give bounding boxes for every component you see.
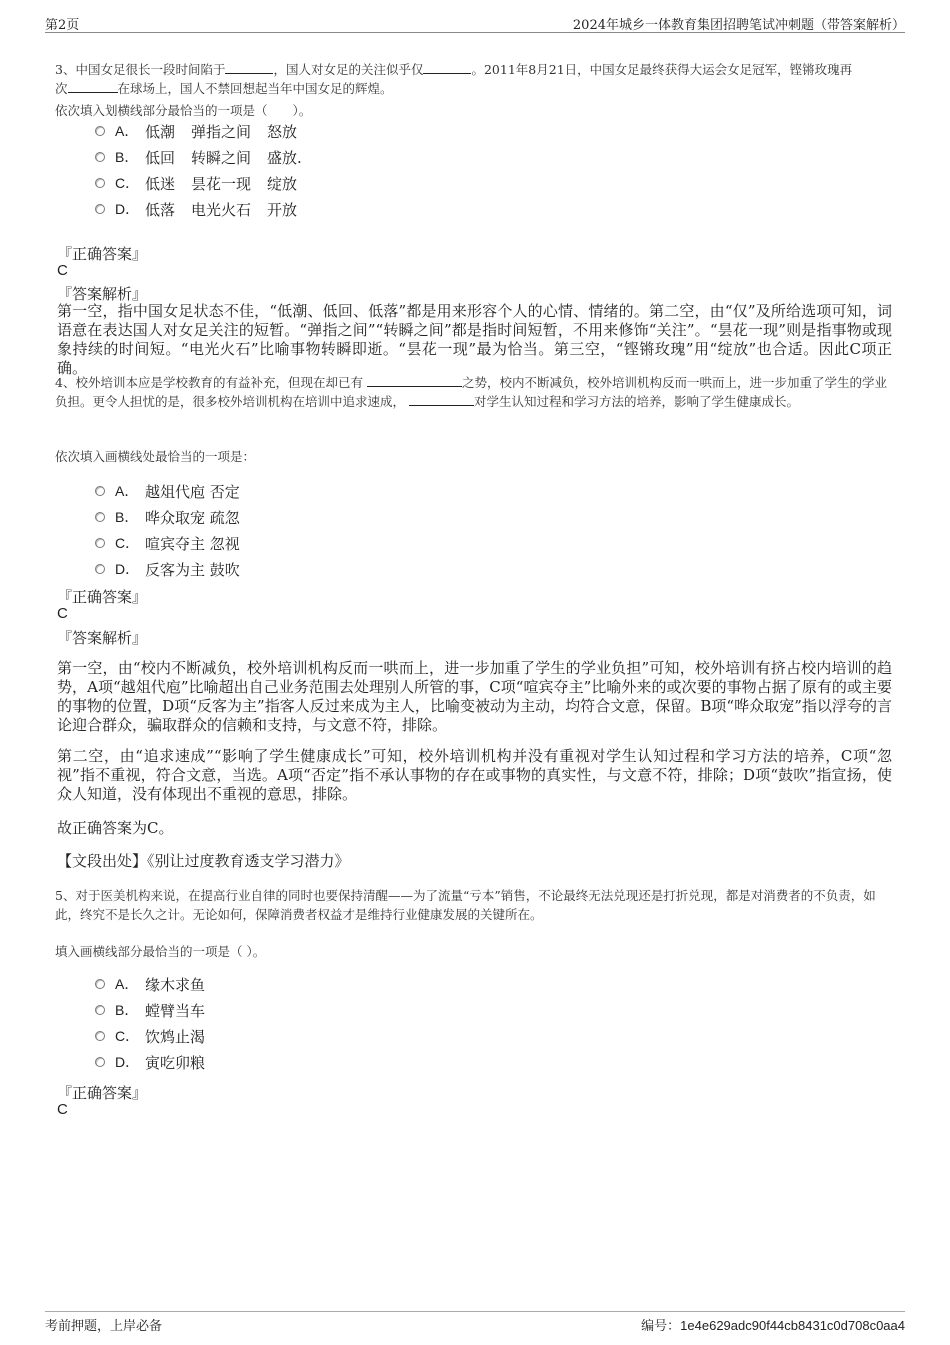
answer-value: C xyxy=(57,262,68,279)
question-3-options xyxy=(95,118,302,222)
option-a[interactable]: A． 低潮 弹指之间 怒放 xyxy=(95,118,302,144)
page-footer xyxy=(45,1311,905,1335)
page-header xyxy=(45,14,905,33)
radio-icon[interactable] xyxy=(95,979,105,989)
question-4-options xyxy=(95,478,240,582)
option-c[interactable]: C． 饮鸩止渴 xyxy=(95,1023,205,1049)
answer-value: C xyxy=(57,605,68,622)
option-a[interactable]: A． 缘木求鱼 xyxy=(95,971,205,997)
option-d[interactable]: D． 低落 电光火石 开放 xyxy=(95,196,302,222)
question-5-options xyxy=(95,971,205,1075)
option-b[interactable]: B． 螳臂当车 xyxy=(95,997,205,1023)
answer-label: 『正确答案』 xyxy=(57,588,148,606)
radio-icon[interactable] xyxy=(95,538,105,548)
radio-icon[interactable] xyxy=(95,126,105,136)
question-5-instruction: 填入画横线部分最恰当的一项是（ ）。 xyxy=(55,944,266,959)
option-b[interactable]: B． 哗众取宠 疏忽 xyxy=(95,504,240,530)
option-b[interactable]: B． 低回 转瞬之间 盛放. xyxy=(95,144,302,170)
document-title: 2024年城乡一体教育集团招聘笔试冲刺题（带答案解析） xyxy=(572,18,905,33)
question-5-text: 5、对于医美机构来说，在提高行业自律的同时也要保持清醒——为了流量“亏本”销售，不论最终无法兑现还是打折兑现，都是对消费者的不负责，如此，终究不是长久之计。无论如何，保障消费者权益才是维持行业健康发展的关键所在。 xyxy=(55,888,876,922)
radio-icon[interactable] xyxy=(95,564,105,574)
blank xyxy=(367,374,462,387)
footer-slogan: 考前押题，上岸必备 xyxy=(45,1319,163,1334)
analysis-text: 第一空，指中国女足状态不佳，“低潮、低回、低落”都是用来形容个人的心情、情绪的。第二空，由“仅”及所给选项可知，词语意在表达国人对女足关注的短暂。“弹指之间”“转瞬之间”都是指时间短暂，不用来修饰“关注”。“昙花一现”则是指事物或现象持续的时间短。“电光火石”比喻事物转瞬即逝。“昙花一现”最为恰当。第三空，“铿锵玫瑰”用“绽放”也合适。因此C项正确。 xyxy=(57,302,892,377)
radio-icon[interactable] xyxy=(95,204,105,214)
document-code: 编号：1e4e629adc90f44cb8431c0d708c0aa4 xyxy=(641,1318,905,1334)
answer-label: 『正确答案』 xyxy=(57,245,148,263)
blank xyxy=(409,393,474,406)
blank xyxy=(225,61,273,74)
radio-icon[interactable] xyxy=(95,1031,105,1041)
analysis-text-2: 第二空，由“追求速成”“影响了学生健康成长”可知，校外培训机构并没有重视对学生认知过程和学习方法的培养，C项“忽视”指不重视，符合文意，当选。A项“否定”指不承认事物的存在或事物的真实性，与文意不符，排除；D项“鼓吹”指宣扬，使众人知道，没有体现出不重视的意思，排除。 xyxy=(57,747,892,803)
answer-value: C xyxy=(57,1101,68,1118)
radio-icon[interactable] xyxy=(95,486,105,496)
radio-icon[interactable] xyxy=(95,512,105,522)
blank xyxy=(68,80,118,93)
analysis-label: 『答案解析』 xyxy=(57,629,148,647)
question-3-text: 3、中国女足很长一段时间陷于 ，国人对女足的关注似乎仅 。2011年8月21日，中国女足最终获得大运会女足冠军，铿锵玫瑰再 次 在球场上，国人不禁回想起当年中国女足的辉煌。 xyxy=(55,62,853,96)
conclusion: 故正确答案为C。 xyxy=(57,819,174,837)
option-a[interactable]: A． 越俎代庖 否定 xyxy=(95,478,240,504)
radio-icon[interactable] xyxy=(95,178,105,188)
page-number: 第2页 xyxy=(45,18,80,33)
question-4-instruction: 依次填入画横线处最恰当的一项是： xyxy=(55,449,256,464)
radio-icon[interactable] xyxy=(95,1057,105,1067)
option-d[interactable]: D． 反客为主 鼓吹 xyxy=(95,556,240,582)
question-3-instruction: 依次填入划横线部分最恰当的一项是（ ）。 xyxy=(55,103,312,118)
radio-icon[interactable] xyxy=(95,1005,105,1015)
analysis-label: 『答案解析』 xyxy=(57,285,148,303)
blank xyxy=(423,61,471,74)
answer-label: 『正确答案』 xyxy=(57,1084,148,1102)
option-c[interactable]: C． 低迷 昙花一现 绽放 xyxy=(95,170,302,196)
question-4-text: 4、校外培训本应是学校教育的有益补充，但现在却已有 之势，校内不断减负，校外培训机构反而一哄而上，进一步加重了学生的学业负担。更令人担忧的是，很多校外培训机构在培训中追求速成， 对学生认知过程和学习方法的培养，影响了学生健康成长。 xyxy=(55,375,887,409)
analysis-text-1: 第一空，由“校内不断减负，校外培训机构反而一哄而上，进一步加重了学生的学业负担”可知，校外培训有挤占校内培训的趋势，A项“越俎代庖”比喻超出自己业务范围去处理别人所管的事，C项“喧宾夺主”比喻外来的或次要的事物占据了原有的或主要的事物的位置，D项“反客为主”指客人反过来成为主人，比喻变被动为主动，均符合文意，保留。B项“哗众取宠”指以浮夸的言论迎合群众，骗取群众的信赖和支持，与文意不符，排除。 xyxy=(57,659,892,734)
option-d[interactable]: D． 寅吃卯粮 xyxy=(95,1049,205,1075)
source: 【文段出处】《别让过度教育透支学习潜力》 xyxy=(57,852,350,870)
option-c[interactable]: C． 喧宾夺主 忽视 xyxy=(95,530,240,556)
radio-icon[interactable] xyxy=(95,152,105,162)
